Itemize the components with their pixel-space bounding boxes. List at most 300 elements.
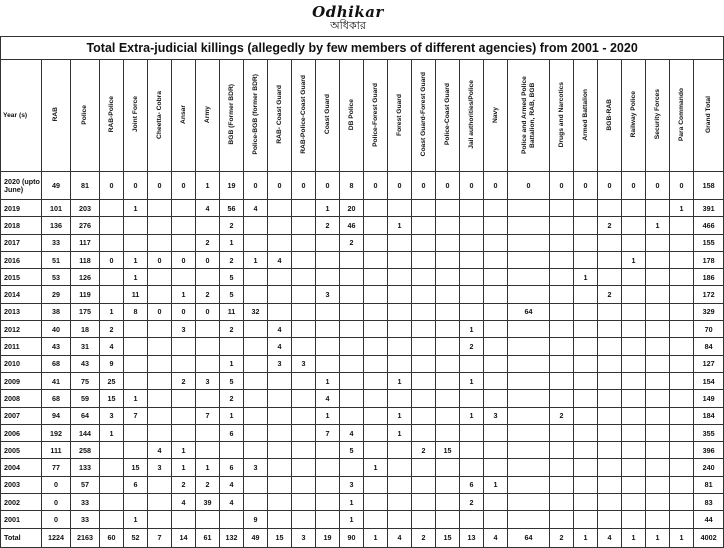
table-cell: 1 — [670, 200, 694, 217]
column-header-year: Year (s) — [1, 60, 42, 172]
column-header-label: Drugs and Narcotics — [557, 81, 565, 148]
table-cell — [388, 390, 412, 407]
table-cell — [364, 321, 388, 338]
table-cell — [436, 303, 460, 320]
table-cell — [340, 251, 364, 268]
table-cell: 192 — [42, 424, 71, 441]
table-cell — [196, 390, 220, 407]
table-cell: 2 — [550, 528, 574, 547]
table-cell: 1 — [244, 251, 268, 268]
table-cell — [670, 234, 694, 251]
table-cell — [268, 234, 292, 251]
table-cell — [598, 234, 622, 251]
table-cell — [550, 459, 574, 476]
table-cell — [412, 494, 436, 511]
table-cell: 1 — [388, 424, 412, 441]
table-cell — [670, 442, 694, 459]
table-cell — [508, 338, 550, 355]
table-cell — [316, 511, 340, 528]
table-cell: 2 — [460, 338, 484, 355]
table-cell — [436, 355, 460, 372]
table-cell — [670, 494, 694, 511]
table-cell — [598, 442, 622, 459]
table-cell — [646, 424, 670, 441]
row-year: 2006 — [1, 424, 42, 441]
table-cell: 43 — [42, 338, 71, 355]
table-cell — [460, 200, 484, 217]
table-cell — [670, 338, 694, 355]
table-cell — [196, 269, 220, 286]
table-cell — [124, 355, 148, 372]
row-year: 2008 — [1, 390, 42, 407]
table-cell: 1 — [388, 372, 412, 389]
table-cell — [460, 217, 484, 234]
table-cell — [196, 511, 220, 528]
table-cell — [412, 390, 436, 407]
table-row — [1, 321, 724, 338]
table-cell: 3 — [268, 355, 292, 372]
table-cell — [436, 286, 460, 303]
table-cell: 1 — [460, 321, 484, 338]
table-cell: 56 — [220, 200, 244, 217]
table-cell — [292, 338, 316, 355]
grand-total-cell: 178 — [694, 251, 724, 268]
table-cell: 117 — [71, 234, 100, 251]
table-cell — [622, 200, 646, 217]
table-cell — [670, 424, 694, 441]
table-cell: 5 — [340, 442, 364, 459]
table-cell: 0 — [172, 172, 196, 200]
table-cell — [598, 407, 622, 424]
table-cell — [550, 511, 574, 528]
killings-table — [0, 36, 724, 548]
table-cell — [508, 372, 550, 389]
table-cell — [244, 494, 268, 511]
table-cell: 1 — [388, 407, 412, 424]
table-cell — [508, 511, 550, 528]
table-cell: 75 — [71, 372, 100, 389]
table-cell — [244, 269, 268, 286]
grand-total-cell: 83 — [694, 494, 724, 511]
table-cell: 29 — [42, 286, 71, 303]
table-cell — [508, 407, 550, 424]
table-cell: 0 — [292, 172, 316, 200]
table-cell — [124, 321, 148, 338]
column-header — [550, 60, 574, 172]
table-cell: 4 — [196, 200, 220, 217]
column-header-label: Coast Guard — [323, 94, 331, 135]
table-cell — [484, 459, 508, 476]
table-cell — [292, 442, 316, 459]
table-cell — [124, 372, 148, 389]
table-cell: 1 — [340, 494, 364, 511]
table-cell — [364, 251, 388, 268]
table-cell — [598, 269, 622, 286]
table-cell: 8 — [340, 172, 364, 200]
table-cell: 4 — [244, 200, 268, 217]
column-header — [71, 60, 100, 172]
table-cell — [484, 321, 508, 338]
table-cell — [622, 442, 646, 459]
table-cell — [646, 200, 670, 217]
table-cell — [436, 476, 460, 493]
table-cell: 7 — [124, 407, 148, 424]
table-cell: 64 — [508, 528, 550, 547]
table-cell — [316, 251, 340, 268]
table-cell — [388, 200, 412, 217]
table-cell — [436, 251, 460, 268]
table-cell — [100, 269, 124, 286]
table-cell — [100, 200, 124, 217]
table-cell: 0 — [508, 172, 550, 200]
table-cell: 81 — [71, 172, 100, 200]
table-cell — [316, 442, 340, 459]
table-cell: 49 — [42, 172, 71, 200]
table-cell — [436, 494, 460, 511]
table-cell — [364, 424, 388, 441]
table-cell — [436, 269, 460, 286]
table-cell — [316, 476, 340, 493]
table-cell — [244, 321, 268, 338]
table-cell: 6 — [220, 424, 244, 441]
table-cell: 1 — [460, 407, 484, 424]
table-cell — [436, 321, 460, 338]
table-cell — [316, 269, 340, 286]
table-cell — [550, 251, 574, 268]
table-cell — [622, 355, 646, 372]
table-cell — [646, 234, 670, 251]
table-title: Total Extra-judicial killings (allegedly by few members of different agencies) from 2001 - 2020 — [1, 37, 724, 60]
grand-total-cell: 84 — [694, 338, 724, 355]
table-cell — [100, 494, 124, 511]
table-cell — [622, 217, 646, 234]
table-cell — [622, 476, 646, 493]
table-cell: 90 — [340, 528, 364, 547]
table-cell: 4 — [598, 528, 622, 547]
table-cell — [484, 286, 508, 303]
table-cell: 14 — [172, 528, 196, 547]
table-cell — [598, 459, 622, 476]
table-cell — [460, 251, 484, 268]
grand-total-cell: 149 — [694, 390, 724, 407]
table-cell: 7 — [316, 424, 340, 441]
table-cell: 132 — [220, 528, 244, 547]
table-cell — [670, 321, 694, 338]
table-cell: 1 — [574, 528, 598, 547]
table-cell — [574, 338, 598, 355]
table-cell: 31 — [71, 338, 100, 355]
table-cell — [646, 321, 670, 338]
table-cell: 0 — [100, 251, 124, 268]
table-cell: 126 — [71, 269, 100, 286]
table-cell — [148, 390, 172, 407]
table-cell — [574, 217, 598, 234]
table-row — [1, 251, 724, 268]
table-cell: 3 — [244, 459, 268, 476]
row-year: 2017 — [1, 234, 42, 251]
table-cell — [436, 407, 460, 424]
column-header-label: Navy — [491, 106, 499, 123]
table-cell — [268, 494, 292, 511]
table-cell — [100, 442, 124, 459]
table-row — [1, 424, 724, 441]
table-cell — [598, 303, 622, 320]
table-cell — [622, 338, 646, 355]
table-cell: 3 — [172, 321, 196, 338]
table-cell — [598, 511, 622, 528]
table-cell: 1 — [100, 303, 124, 320]
table-cell: 77 — [42, 459, 71, 476]
table-cell — [316, 338, 340, 355]
table-cell — [574, 372, 598, 389]
table-cell: 1 — [124, 251, 148, 268]
table-cell — [412, 407, 436, 424]
column-header-label: Grand Total — [704, 95, 712, 134]
table-cell — [484, 511, 508, 528]
table-cell — [388, 459, 412, 476]
table-cell — [292, 494, 316, 511]
table-cell — [292, 269, 316, 286]
column-header — [622, 60, 646, 172]
table-cell — [598, 372, 622, 389]
table-cell — [364, 286, 388, 303]
table-cell: 43 — [71, 355, 100, 372]
row-year: 2020 (upto June) — [1, 172, 42, 200]
table-cell — [436, 234, 460, 251]
table-cell: 6 — [220, 459, 244, 476]
row-year: 2004 — [1, 459, 42, 476]
table-cell — [550, 424, 574, 441]
column-header — [268, 60, 292, 172]
table-cell — [670, 217, 694, 234]
table-cell — [100, 217, 124, 234]
table-cell — [148, 269, 172, 286]
table-cell: 1 — [100, 424, 124, 441]
table-cell: 1 — [646, 528, 670, 547]
table-cell — [508, 200, 550, 217]
table-cell — [574, 303, 598, 320]
table-cell: 1 — [196, 459, 220, 476]
table-cell — [292, 234, 316, 251]
table-cell: 0 — [42, 476, 71, 493]
table-cell — [550, 372, 574, 389]
table-cell — [340, 321, 364, 338]
table-cell — [268, 476, 292, 493]
table-cell — [388, 269, 412, 286]
table-cell — [436, 372, 460, 389]
table-cell — [340, 338, 364, 355]
table-cell: 8 — [124, 303, 148, 320]
table-cell — [268, 424, 292, 441]
column-header-label: BGB-RAB — [605, 98, 613, 131]
table-cell — [292, 321, 316, 338]
column-header — [316, 60, 340, 172]
table-cell — [550, 269, 574, 286]
table-cell — [340, 372, 364, 389]
table-cell: 144 — [71, 424, 100, 441]
table-cell — [436, 511, 460, 528]
table-body — [1, 172, 724, 548]
table-cell: 0 — [148, 303, 172, 320]
table-cell: 39 — [196, 494, 220, 511]
table-row — [1, 269, 724, 286]
table-cell: 46 — [340, 217, 364, 234]
grand-total-cell: 240 — [694, 459, 724, 476]
table-cell — [550, 234, 574, 251]
table-cell — [340, 407, 364, 424]
table-cell: 0 — [574, 172, 598, 200]
table-cell: 1 — [220, 234, 244, 251]
table-cell — [148, 511, 172, 528]
table-cell — [460, 442, 484, 459]
column-header — [508, 60, 550, 172]
table-cell — [550, 303, 574, 320]
table-cell — [508, 442, 550, 459]
table-cell — [508, 321, 550, 338]
table-cell: 57 — [71, 476, 100, 493]
table-cell: 60 — [100, 528, 124, 547]
table-row — [1, 372, 724, 389]
table-cell — [550, 476, 574, 493]
table-cell: 1 — [124, 390, 148, 407]
table-cell — [388, 442, 412, 459]
table-cell — [124, 424, 148, 441]
table-cell — [268, 459, 292, 476]
table-cell: 258 — [71, 442, 100, 459]
table-cell: 4 — [268, 338, 292, 355]
table-cell — [508, 494, 550, 511]
table-cell — [244, 424, 268, 441]
table-cell — [412, 459, 436, 476]
table-cell: 175 — [71, 303, 100, 320]
table-cell: 0 — [598, 172, 622, 200]
table-cell — [574, 459, 598, 476]
table-cell — [670, 286, 694, 303]
column-header-label: Coast Guard-Forest Guard — [419, 72, 427, 157]
column-header — [148, 60, 172, 172]
column-header-label: RAB — [52, 107, 59, 122]
table-cell: 2 — [196, 286, 220, 303]
table-cell: 4 — [388, 528, 412, 547]
table-cell: 15 — [268, 528, 292, 547]
table-cell: 2 — [196, 476, 220, 493]
column-header — [220, 60, 244, 172]
table-cell: 1224 — [42, 528, 71, 547]
table-cell: 0 — [42, 494, 71, 511]
table-cell — [550, 494, 574, 511]
grand-total-cell: 186 — [694, 269, 724, 286]
table-cell — [460, 511, 484, 528]
table-cell — [550, 355, 574, 372]
row-year: 2001 — [1, 511, 42, 528]
table-cell — [292, 407, 316, 424]
table-cell — [646, 286, 670, 303]
table-cell — [244, 286, 268, 303]
grand-total-cell: 155 — [694, 234, 724, 251]
table-cell: 1 — [364, 528, 388, 547]
table-cell: 1 — [316, 372, 340, 389]
table-cell — [124, 494, 148, 511]
table-cell: 118 — [71, 251, 100, 268]
table-cell — [388, 476, 412, 493]
table-cell — [508, 286, 550, 303]
table-cell — [340, 303, 364, 320]
table-cell — [340, 286, 364, 303]
table-cell: 2 — [550, 407, 574, 424]
table-cell: 49 — [244, 528, 268, 547]
column-header — [598, 60, 622, 172]
table-cell — [148, 286, 172, 303]
table-cell: 3 — [148, 459, 172, 476]
table-cell — [574, 321, 598, 338]
grand-total-cell: 81 — [694, 476, 724, 493]
table-cell — [316, 459, 340, 476]
table-cell: 32 — [244, 303, 268, 320]
table-row — [1, 390, 724, 407]
table-cell: 2 — [220, 390, 244, 407]
table-row — [1, 442, 724, 459]
table-cell — [100, 234, 124, 251]
table-cell — [364, 234, 388, 251]
table-cell — [622, 459, 646, 476]
table-cell — [574, 476, 598, 493]
table-cell: 5 — [220, 372, 244, 389]
table-cell: 2 — [412, 528, 436, 547]
column-header — [694, 60, 724, 172]
table-cell — [388, 355, 412, 372]
table-cell: 2 — [316, 217, 340, 234]
table-cell: 1 — [484, 476, 508, 493]
table-cell: 53 — [42, 269, 71, 286]
table-cell — [172, 338, 196, 355]
table-cell — [646, 494, 670, 511]
table-cell — [268, 269, 292, 286]
grand-total-cell: 70 — [694, 321, 724, 338]
logo — [0, 0, 696, 36]
column-header-label: RAB- Coast Guard — [275, 85, 283, 144]
table-cell — [622, 390, 646, 407]
table-cell: 0 — [412, 172, 436, 200]
table-cell — [508, 424, 550, 441]
table-cell — [100, 476, 124, 493]
table-cell: 1 — [316, 200, 340, 217]
table-cell — [244, 407, 268, 424]
table-cell — [196, 424, 220, 441]
table-cell — [220, 442, 244, 459]
table-cell: 1 — [574, 269, 598, 286]
table-cell — [460, 355, 484, 372]
table-cell — [508, 251, 550, 268]
table-cell: 0 — [550, 172, 574, 200]
table-cell — [484, 251, 508, 268]
column-header — [484, 60, 508, 172]
table-cell — [196, 442, 220, 459]
row-year: 2007 — [1, 407, 42, 424]
table-cell — [148, 355, 172, 372]
table-cell — [244, 442, 268, 459]
grand-total-cell: 391 — [694, 200, 724, 217]
table-cell: 119 — [71, 286, 100, 303]
table-cell — [340, 355, 364, 372]
column-header-label: Ansar — [179, 105, 187, 124]
table-cell — [148, 321, 172, 338]
column-header — [100, 60, 124, 172]
table-cell: 13 — [460, 528, 484, 547]
table-cell — [484, 390, 508, 407]
table-cell — [550, 442, 574, 459]
table-cell: 1 — [220, 355, 244, 372]
table-cell — [550, 286, 574, 303]
